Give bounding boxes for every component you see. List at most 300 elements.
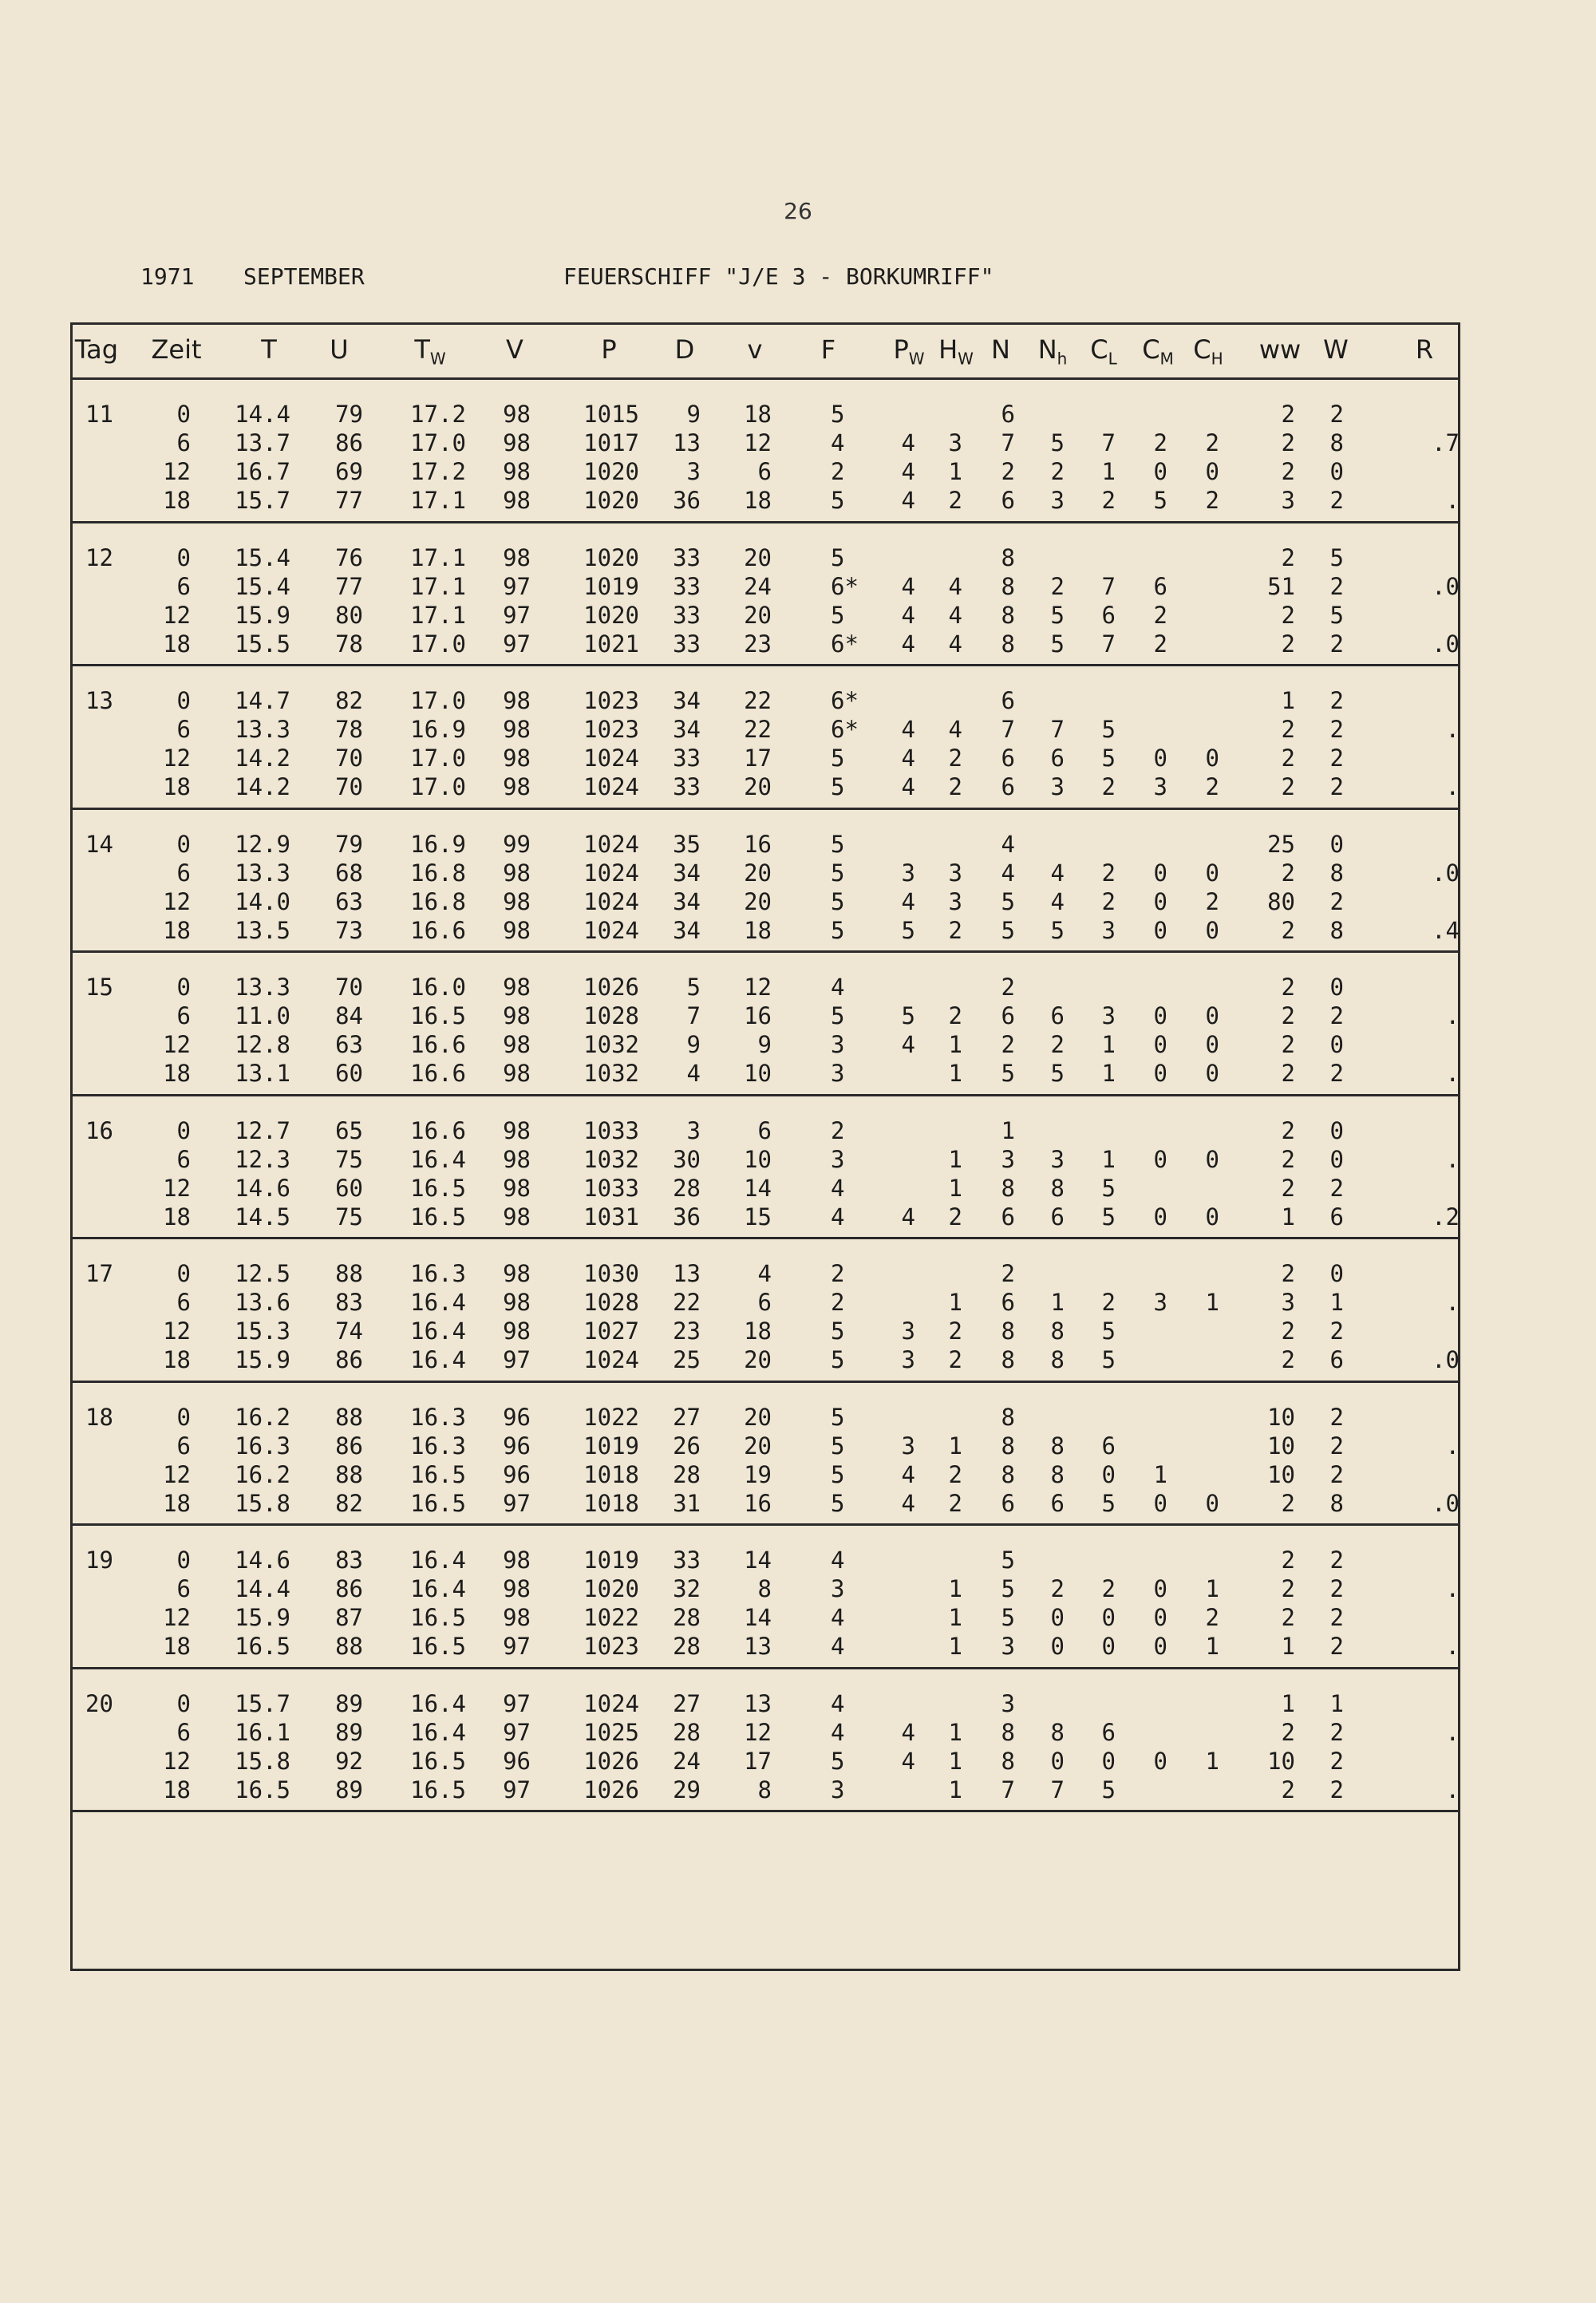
table-cell-u: 78	[335, 716, 363, 743]
table-cell-f: 5	[831, 1403, 845, 1431]
table-cell-d: 22	[673, 1289, 701, 1316]
table-cell-v: 99	[503, 830, 531, 858]
table-cell-vv: 19	[744, 1460, 772, 1488]
table-cell-f: 4	[831, 1203, 845, 1231]
column-header-label: V	[506, 334, 523, 365]
table-cell-v: 98	[503, 773, 531, 800]
table-cell-cl: 3	[1101, 1002, 1116, 1029]
table-cell-d: 33	[673, 543, 701, 571]
table-cell-w: 2	[1329, 487, 1344, 514]
table-cell-v: 98	[503, 1604, 531, 1631]
table-cell-vv: 12	[744, 974, 772, 1001]
table-cell-pw: 5	[901, 1002, 915, 1029]
table-cell-t: 13.3	[235, 859, 290, 887]
table-cell-ch: 1	[1205, 1633, 1219, 1660]
table-cell-hw: 2	[948, 1002, 962, 1029]
table-cell-zeit: 0	[176, 974, 191, 1001]
table-cell-w: 8	[1329, 916, 1344, 944]
table-cell-t: 14.2	[235, 773, 290, 800]
table-cell-ch: 0	[1205, 1031, 1219, 1058]
table-cell-f: 2	[831, 458, 845, 485]
table-cell-tw: 17.2	[410, 458, 466, 485]
table-cell-tw: 17.1	[410, 601, 466, 629]
table-cell-d: 32	[673, 1575, 701, 1602]
table-cell-pw: 3	[901, 1346, 915, 1373]
table-cell-f: 3	[831, 1031, 845, 1058]
column-header-ww	[1259, 334, 1301, 365]
table-cell-v: 97	[503, 1633, 531, 1660]
table-cell-zeit: 12	[163, 745, 191, 772]
table-cell-hw: 1	[948, 1174, 962, 1202]
table-cell-n: 8	[1001, 1174, 1015, 1202]
table-cell-cl: 5	[1101, 716, 1116, 743]
table-cell-tw: 16.4	[410, 1575, 466, 1602]
table-cell-ww: 2	[1281, 1346, 1295, 1373]
table-cell-ww: 1	[1281, 687, 1295, 714]
table-cell-d: 33	[673, 630, 701, 658]
table-cell-ww: 2	[1281, 1317, 1295, 1345]
day-label: 16	[85, 1116, 113, 1144]
table-cell-w: 8	[1329, 859, 1344, 887]
table-cell-d: 35	[673, 830, 701, 858]
table-cell-zeit: 12	[163, 458, 191, 485]
table-cell-d: 26	[673, 1432, 701, 1460]
day-separator	[73, 521, 1458, 523]
table-cell-w: 2	[1329, 1633, 1344, 1660]
table-cell-w: 2	[1329, 1718, 1344, 1746]
table-cell-w: 6	[1329, 1203, 1344, 1231]
table-cell-f: 5	[831, 830, 845, 858]
table-cell-zeit: 0	[176, 543, 191, 571]
table-cell-cl: 1	[1101, 1145, 1116, 1173]
table-cell-vv: 14	[744, 1174, 772, 1202]
table-cell-vv: 14	[744, 1547, 772, 1574]
table-cell-hw: 3	[948, 887, 962, 915]
table-cell-v: 98	[503, 1575, 531, 1602]
table-cell-f: 5	[831, 745, 845, 772]
table-cell-u: 92	[335, 1747, 363, 1775]
table-cell-pw: 4	[901, 887, 915, 915]
table-cell-w: 2	[1329, 716, 1344, 743]
table-cell-n: 8	[1001, 1747, 1015, 1775]
table-cell-tw: 16.5	[410, 1174, 466, 1202]
table-cell-n: 7	[1001, 429, 1015, 456]
table-cell-n: 5	[1001, 1575, 1015, 1602]
table-cell-nh: 8	[1050, 1317, 1065, 1345]
table-cell-zeit: 12	[163, 601, 191, 629]
table-cell-t: 15.9	[235, 601, 290, 629]
table-cell-n: 8	[1001, 1403, 1015, 1431]
table-cell-cm: 0	[1153, 1002, 1167, 1029]
table-cell-zeit: 6	[176, 1718, 191, 1746]
table-cell-u: 78	[335, 630, 363, 658]
column-header-ch	[1193, 334, 1223, 368]
table-cell-tw: 16.3	[410, 1403, 466, 1431]
table-cell-rr: .	[1445, 1060, 1460, 1087]
table-cell-n: 2	[1001, 974, 1015, 1001]
table-cell-cl: 2	[1101, 859, 1116, 887]
table-cell-tw: 16.8	[410, 887, 466, 915]
table-cell-zeit: 18	[163, 1203, 191, 1231]
table-cell-zeit: 6	[176, 1145, 191, 1173]
table-cell-zeit: 0	[176, 1116, 191, 1144]
table-cell-zeit: 0	[176, 1689, 191, 1717]
table-cell-nh: 2	[1050, 458, 1065, 485]
table-cell-ww: 10	[1267, 1747, 1295, 1775]
table-cell-tw: 17.0	[410, 745, 466, 772]
table-cell-t: 13.6	[235, 1289, 290, 1316]
table-cell-vv: 24	[744, 572, 772, 600]
column-header-zeit	[151, 334, 201, 365]
table-cell-hw: 1	[948, 458, 962, 485]
table-cell-vv: 20	[744, 1403, 772, 1431]
column-header-rr	[1416, 334, 1433, 365]
table-cell-vv: 10	[744, 1060, 772, 1087]
table-cell-hw: 1	[948, 1575, 962, 1602]
column-header-label: v	[747, 334, 763, 365]
table-cell-d: 36	[673, 1203, 701, 1231]
table-cell-cm: 6	[1153, 572, 1167, 600]
table-cell-rr: .0	[1432, 572, 1460, 600]
table-cell-v: 98	[503, 859, 531, 887]
table-cell-ch: 2	[1205, 1604, 1219, 1631]
table-cell-f: 4	[831, 1689, 845, 1717]
table-cell-d: 24	[673, 1747, 701, 1775]
table-cell-nh: 7	[1050, 1776, 1065, 1803]
table-cell-zeit: 18	[163, 630, 191, 658]
table-cell-f: 5	[831, 1002, 845, 1029]
column-header-label: ww	[1258, 334, 1302, 365]
table-cell-vv: 8	[757, 1575, 772, 1602]
table-cell-w: 2	[1329, 1747, 1344, 1775]
table-cell-d: 34	[673, 859, 701, 887]
table-cell-hw: 1	[948, 1289, 962, 1316]
table-cell-n: 6	[1001, 1203, 1015, 1231]
table-cell-p: 1024	[583, 859, 639, 887]
table-cell-vv: 15	[744, 1203, 772, 1231]
table-cell-vv: 20	[744, 1432, 772, 1460]
table-cell-d: 3	[686, 458, 701, 485]
table-cell-cm: 2	[1153, 601, 1167, 629]
table-cell-v: 98	[503, 429, 531, 456]
table-cell-ch: 2	[1205, 487, 1219, 514]
table-cell-vv: 13	[744, 1633, 772, 1660]
table-cell-vv: 9	[757, 1031, 772, 1058]
table-cell-cl: 5	[1101, 745, 1116, 772]
table-cell-w: 0	[1329, 1116, 1344, 1144]
column-header-label: Tag	[74, 334, 119, 365]
table-cell-f: 5	[831, 916, 845, 944]
table-cell-tw: 16.5	[410, 1460, 466, 1488]
table-cell-zeit: 18	[163, 773, 191, 800]
table-cell-w: 2	[1329, 572, 1344, 600]
table-cell-p: 1023	[583, 1633, 639, 1660]
table-cell-f: 5	[831, 1317, 845, 1345]
table-cell-vv: 4	[757, 1260, 772, 1287]
table-cell-n: 8	[1001, 1432, 1015, 1460]
table-cell-vv: 12	[744, 1718, 772, 1746]
table-cell-d: 34	[673, 716, 701, 743]
table-cell-cm: 2	[1153, 630, 1167, 658]
table-cell-f: 4	[831, 1547, 845, 1574]
table-cell-p: 1026	[583, 974, 639, 1001]
table-cell-nh: 0	[1050, 1747, 1065, 1775]
table-cell-n: 4	[1001, 859, 1015, 887]
table-cell-vv: 18	[744, 916, 772, 944]
table-cell-w: 2	[1329, 1604, 1344, 1631]
table-cell-f: 4	[831, 1718, 845, 1746]
table-cell-rr: .	[1445, 1145, 1460, 1173]
day-label: 17	[85, 1260, 113, 1287]
column-header-label: N	[1037, 334, 1057, 365]
table-cell-p: 1024	[583, 887, 639, 915]
table-cell-f: 3	[831, 1776, 845, 1803]
table-cell-cm: 0	[1153, 1203, 1167, 1231]
table-cell-zeit: 18	[163, 1633, 191, 1660]
table-cell-f: 5	[831, 1432, 845, 1460]
table-cell-u: 83	[335, 1289, 363, 1316]
day-separator	[73, 664, 1458, 666]
table-cell-p: 1026	[583, 1776, 639, 1803]
table-cell-pw: 3	[901, 859, 915, 887]
table-cell-f: 5	[831, 401, 845, 428]
table-cell-pw: 4	[901, 716, 915, 743]
table-cell-t: 16.7	[235, 458, 290, 485]
table-cell-rr: .	[1445, 1432, 1460, 1460]
table-cell-vv: 16	[744, 830, 772, 858]
table-cell-d: 23	[673, 1317, 701, 1345]
table-cell-u: 75	[335, 1203, 363, 1231]
table-cell-w: 8	[1329, 1489, 1344, 1517]
table-cell-d: 9	[686, 401, 701, 428]
table-cell-hw: 1	[948, 1604, 962, 1631]
table-cell-ww: 25	[1267, 830, 1295, 858]
table-cell-hw: 2	[948, 1317, 962, 1345]
table-cell-tw: 16.4	[410, 1289, 466, 1316]
table-cell-hw: 3	[948, 859, 962, 887]
table-cell-zeit: 0	[176, 830, 191, 858]
table-cell-vv: 6	[757, 458, 772, 485]
table-cell-rr: .	[1445, 487, 1460, 514]
table-cell-vv: 20	[744, 543, 772, 571]
day-separator	[73, 1381, 1458, 1383]
table-cell-ch: 0	[1205, 916, 1219, 944]
table-cell-nh: 1	[1050, 1289, 1065, 1316]
table-cell-p: 1032	[583, 1031, 639, 1058]
table-cell-hw: 2	[948, 1203, 962, 1231]
table-cell-v: 98	[503, 1174, 531, 1202]
column-header-pw	[893, 334, 924, 368]
table-cell-p: 1027	[583, 1317, 639, 1345]
table-cell-w: 2	[1329, 1174, 1344, 1202]
table-cell-d: 9	[686, 1031, 701, 1058]
column-header-u	[330, 334, 348, 365]
table-cell-cl: 6	[1101, 1432, 1116, 1460]
table-cell-vv: 8	[757, 1776, 772, 1803]
table-cell-w: 2	[1329, 1460, 1344, 1488]
table-cell-cm: 3	[1153, 1289, 1167, 1316]
table-cell-v: 98	[503, 745, 531, 772]
table-cell-zeit: 12	[163, 1604, 191, 1631]
table-cell-v: 97	[503, 1718, 531, 1746]
table-end-separator	[73, 1810, 1458, 1812]
table-cell-d: 30	[673, 1145, 701, 1173]
table-cell-ch: 1	[1205, 1747, 1219, 1775]
table-cell-u: 89	[335, 1689, 363, 1717]
table-cell-pw: 4	[901, 1747, 915, 1775]
table-cell-t: 14.4	[235, 401, 290, 428]
table-cell-rr: .0	[1432, 1489, 1460, 1517]
table-cell-d: 34	[673, 916, 701, 944]
day-separator	[73, 1094, 1458, 1096]
table-cell-u: 88	[335, 1460, 363, 1488]
table-cell-ww: 2	[1281, 1718, 1295, 1746]
table-cell-d: 33	[673, 601, 701, 629]
header-station: FEUERSCHIFF "J/E 3 - BORKUMRIFF"	[563, 263, 994, 290]
table-cell-p: 1024	[583, 916, 639, 944]
table-cell-rr: .	[1445, 1002, 1460, 1029]
table-cell-v: 96	[503, 1403, 531, 1431]
table-cell-nh: 3	[1050, 1145, 1065, 1173]
column-header-n	[991, 334, 1010, 365]
table-cell-d: 33	[673, 745, 701, 772]
table-cell-zeit: 18	[163, 1060, 191, 1087]
table-cell-u: 86	[335, 429, 363, 456]
table-cell-n: 5	[1001, 1604, 1015, 1631]
table-cell-ww: 2	[1281, 716, 1295, 743]
table-cell-cm: 0	[1153, 1633, 1167, 1660]
table-cell-tw: 16.6	[410, 1031, 466, 1058]
table-cell-nh: 3	[1050, 773, 1065, 800]
table-cell-cm: 0	[1153, 916, 1167, 944]
table-cell-p: 1022	[583, 1604, 639, 1631]
table-cell-t: 15.9	[235, 1604, 290, 1631]
table-cell-u: 69	[335, 458, 363, 485]
table-cell-u: 88	[335, 1260, 363, 1287]
table-cell-d: 13	[673, 429, 701, 456]
table-cell-zeit: 6	[176, 859, 191, 887]
column-header-label: Zeit	[151, 334, 202, 365]
table-cell-ww: 2	[1281, 543, 1295, 571]
table-cell-rr: .	[1445, 773, 1460, 800]
table-cell-vv: 6	[757, 1289, 772, 1316]
day-label: 15	[85, 974, 113, 1001]
table-cell-f: 5	[831, 1747, 845, 1775]
table-cell-tw: 16.3	[410, 1260, 466, 1287]
table-cell-rr: .0	[1432, 630, 1460, 658]
table-cell-hw: 4	[948, 601, 962, 629]
table-cell-w: 2	[1329, 1060, 1344, 1087]
table-cell-ch: 0	[1205, 1060, 1219, 1087]
table-cell-zeit: 0	[176, 687, 191, 714]
table-cell-hw: 1	[948, 1031, 962, 1058]
table-cell-f: 2	[831, 1260, 845, 1287]
table-cell-rr: .0	[1432, 859, 1460, 887]
table-cell-v: 98	[503, 401, 531, 428]
table-cell-u: 79	[335, 401, 363, 428]
table-cell-nh: 0	[1050, 1633, 1065, 1660]
table-cell-ww: 2	[1281, 745, 1295, 772]
table-cell-tw: 16.4	[410, 1317, 466, 1345]
table-cell-u: 82	[335, 1489, 363, 1517]
table-cell-t: 12.9	[235, 830, 290, 858]
column-header-subscript: M	[1159, 349, 1174, 369]
table-cell-w: 2	[1329, 773, 1344, 800]
column-header-f	[821, 334, 836, 365]
table-cell-hw: 2	[948, 1460, 962, 1488]
table-cell-tw: 16.5	[410, 1203, 466, 1231]
table-cell-nh: 4	[1050, 859, 1065, 887]
table-cell-pw: 4	[901, 1718, 915, 1746]
table-cell-n: 5	[1001, 1060, 1015, 1087]
table-cell-n: 2	[1001, 1031, 1015, 1058]
table-cell-p: 1031	[583, 1203, 639, 1231]
table-cell-p: 1020	[583, 458, 639, 485]
table-cell-pw: 4	[901, 458, 915, 485]
table-cell-w: 1	[1329, 1689, 1344, 1717]
table-cell-f: 5	[831, 1489, 845, 1517]
table-cell-cm: 0	[1153, 859, 1167, 887]
table-cell-ch: 2	[1205, 887, 1219, 915]
table-cell-rr: .2	[1432, 1203, 1460, 1231]
table-cell-hw: 1	[948, 1060, 962, 1087]
table-cell-nh: 6	[1050, 1489, 1065, 1517]
table-cell-tw: 17.0	[410, 630, 466, 658]
table-cell-d: 28	[673, 1604, 701, 1631]
table-cell-ww: 2	[1281, 1031, 1295, 1058]
table-cell-p: 1021	[583, 630, 639, 658]
table-cell-v: 96	[503, 1747, 531, 1775]
table-cell-p: 1024	[583, 1689, 639, 1717]
table-cell-t: 14.0	[235, 887, 290, 915]
table-cell-v: 98	[503, 1145, 531, 1173]
table-cell-w: 2	[1329, 630, 1344, 658]
table-cell-cl: 2	[1101, 887, 1116, 915]
table-cell-n: 5	[1001, 1547, 1015, 1574]
column-header-t	[261, 334, 277, 365]
table-cell-tw: 16.5	[410, 1747, 466, 1775]
table-cell-f: 4	[831, 1604, 845, 1631]
table-cell-hw: 1	[948, 1633, 962, 1660]
table-cell-v: 98	[503, 716, 531, 743]
table-cell-zeit: 6	[176, 429, 191, 456]
table-cell-t: 14.5	[235, 1203, 290, 1231]
table-cell-w: 0	[1329, 830, 1344, 858]
table-cell-cl: 5	[1101, 1346, 1116, 1373]
table-cell-vv: 12	[744, 429, 772, 456]
table-cell-p: 1030	[583, 1260, 639, 1287]
table-cell-n: 6	[1001, 773, 1015, 800]
table-cell-tw: 16.5	[410, 1604, 466, 1631]
column-header-label: D	[674, 334, 695, 365]
table-cell-nh: 6	[1050, 1002, 1065, 1029]
table-cell-tw: 16.5	[410, 1633, 466, 1660]
table-cell-p: 1018	[583, 1489, 639, 1517]
table-cell-t: 11.0	[235, 1002, 290, 1029]
page-number: 26	[784, 198, 812, 224]
table-cell-ww: 2	[1281, 1489, 1295, 1517]
table-cell-rr: .0	[1432, 1346, 1460, 1373]
table-cell-w: 2	[1329, 1317, 1344, 1345]
table-cell-ww: 2	[1281, 1002, 1295, 1029]
table-cell-cl: 5	[1101, 1489, 1116, 1517]
table-cell-vv: 17	[744, 745, 772, 772]
table-cell-tw: 17.0	[410, 687, 466, 714]
table-cell-vv: 20	[744, 601, 772, 629]
table-cell-cl: 2	[1101, 1575, 1116, 1602]
table-cell-d: 25	[673, 1346, 701, 1373]
column-header-label: H	[938, 334, 958, 365]
